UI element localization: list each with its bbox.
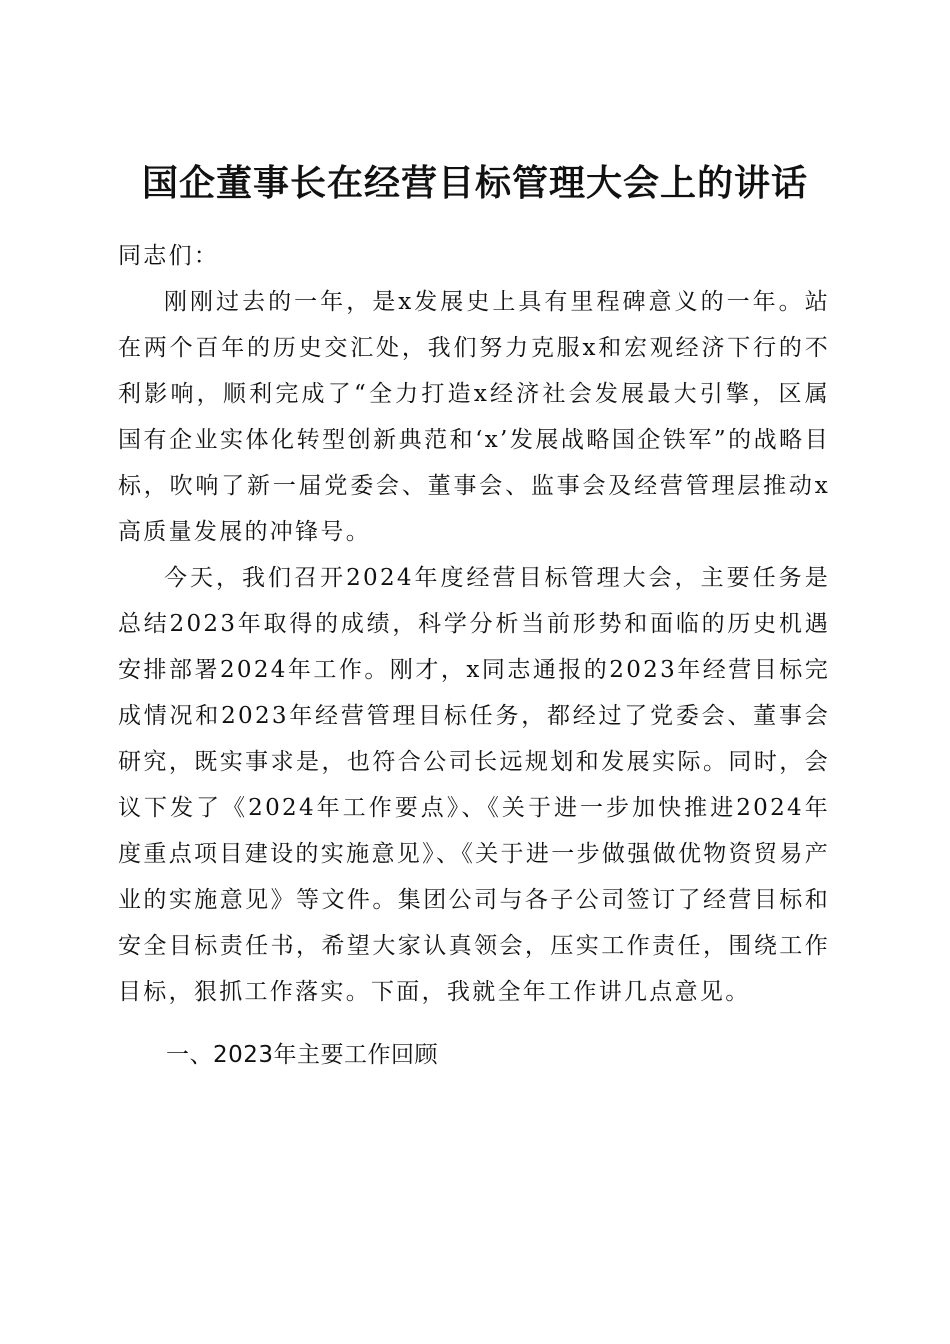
document-title: 国企董事长在经营目标管理大会上的讲话 bbox=[141, 162, 808, 205]
paragraph-2: 今天，我们召开2024年度经营目标管理大会，主要任务是总结2023年取得的成绩，科学分析当前形势和面临的历史机遇安排部署2024年工作。刚才，x同志通报的2023年经营目标完成情况和2023年经营管理目标任务，都经过了党委会、董事会研究，既实事求是，也符合公司长远规划和发展实际。同时，会议下发了《2024年工作要点》、《关于进一步加快推进2024年度重点项目建设的实施意见》、《关于进一步做强做优物资贸易产业的实施意见》等文件。集团公司与各子公司签订了经营目标和安全目标责任书，希望大家认真领会，压实工作责任，围绕工作目标，狠抓工作落实。下面，我就全年工作讲几点意见。 bbox=[118, 565, 830, 1005]
document-body bbox=[118, 233, 830, 1015]
section-heading: 一、2023年主要工作回顾 bbox=[166, 1042, 439, 1068]
salutation: 同志们： bbox=[118, 243, 220, 269]
paragraph-1: 刚刚过去的一年，是x发展史上具有里程碑意义的一年。站在两个百年的历史交汇处，我们努力克服x和宏观经济下行的不利影响，顺利完成了“全力打造x经济社会发展最大引擎，区属国有企业实体化转型创新典范和‘x’发展战略国企铁军”的战略目标，吹响了新一届党委会、董事会、监事会及经营管理层推动x高质量发展的冲锋号。 bbox=[118, 289, 830, 545]
